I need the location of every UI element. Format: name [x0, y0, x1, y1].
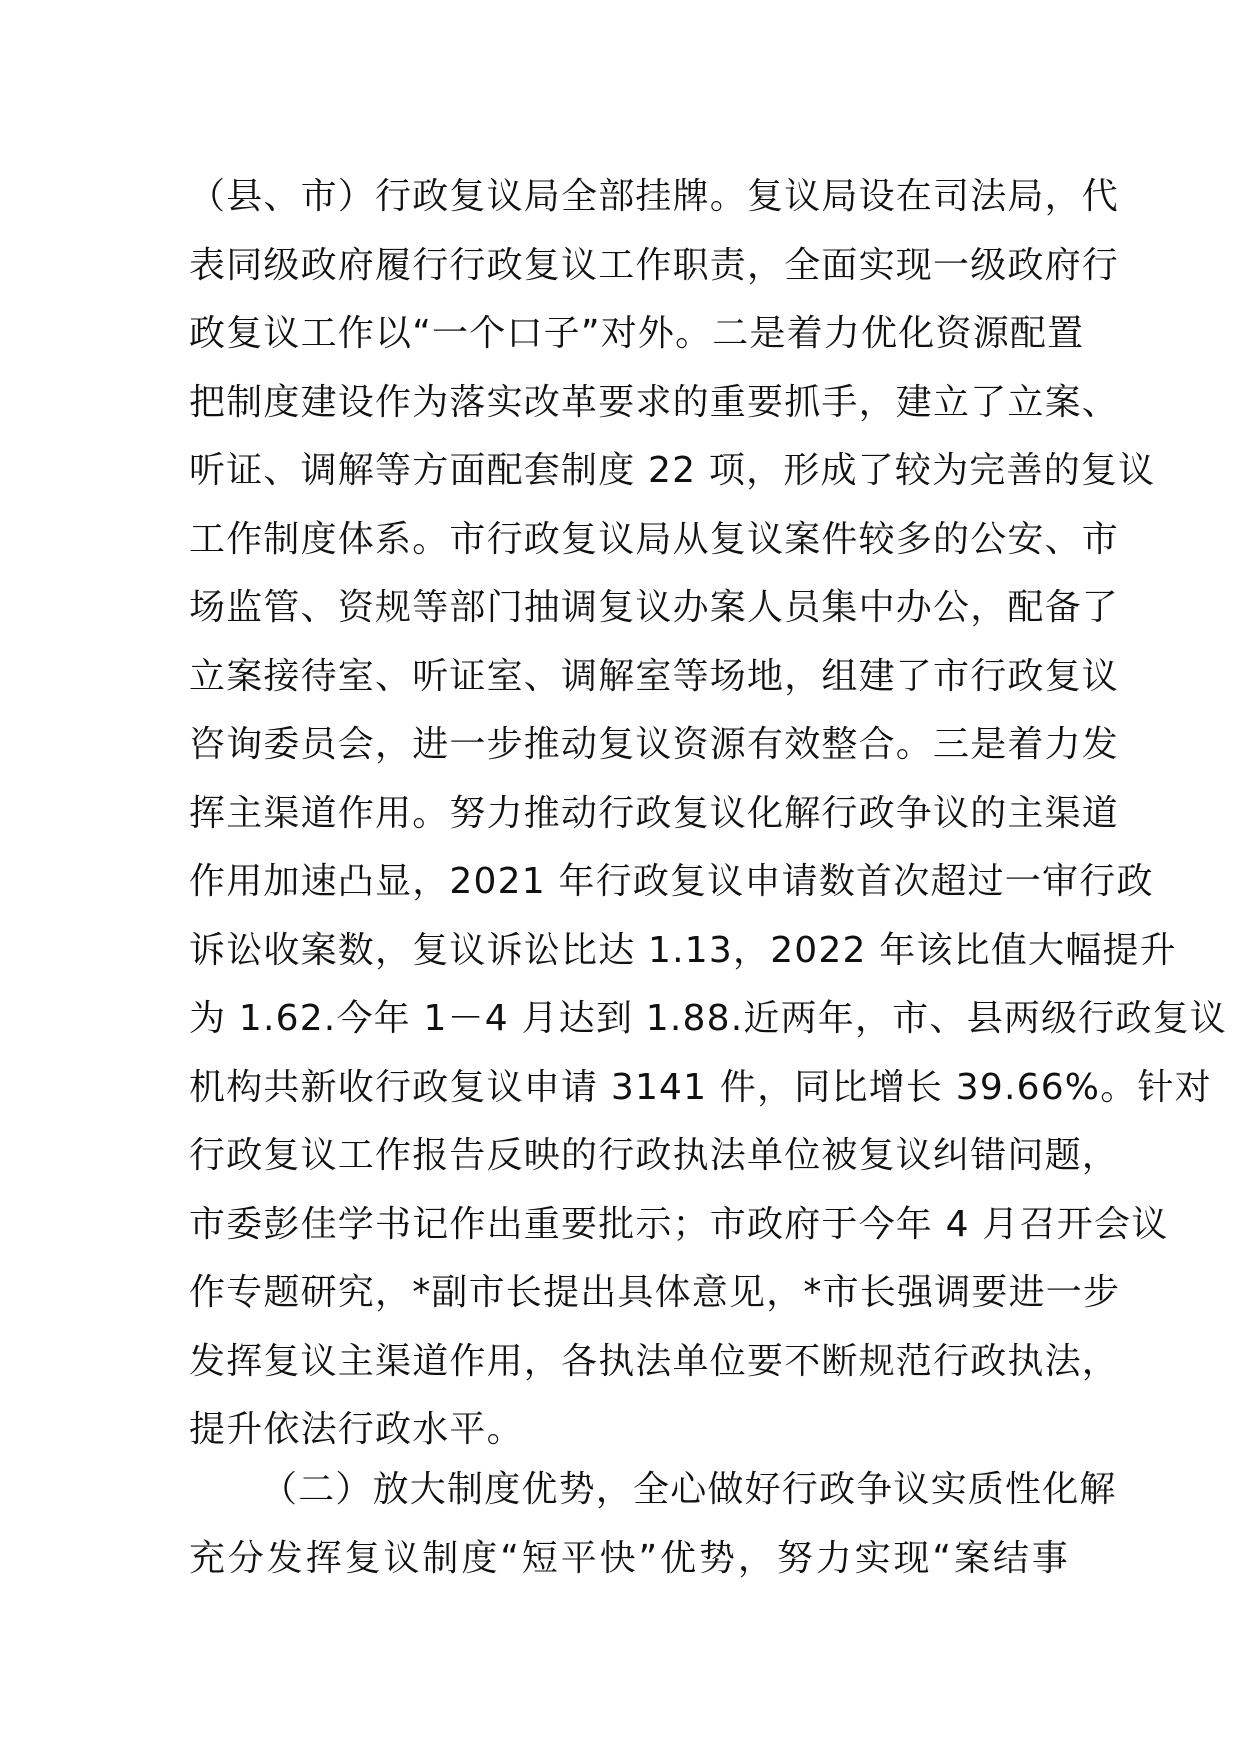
text-line: 诉讼收案数，复议诉讼比达 1.13，2022 年该比值大幅提升: [189, 929, 1177, 971]
paragraph-body: [189, 163, 1227, 1465]
text-line: 为 1.62.今年 1－4 月达到 1.88.近两年，市、县两级行政复议: [189, 998, 1227, 1039]
text-line: 机构共新收行政复议申请 3141 件，同比增长 39.66%。针对: [189, 1066, 1212, 1108]
text-line: 工作制度体系。市行政复议局从复议案件较多的公安、市: [189, 518, 1120, 560]
text-line: （县、市）行政复议局全部挂牌。复议局设在司法局，代: [189, 176, 1120, 217]
text-line: 挥主渠道作用。努力推动行政复议化解行政争议的主渠道: [189, 792, 1120, 834]
text-line: 咨询委员会，进一步推动复议资源有效整合。三是着力发: [189, 724, 1120, 765]
text-line: 场监管、资规等部门抽调复议办案人员集中办公，配备了: [189, 587, 1120, 628]
text-line: 表同级政府履行行政复议工作职责，全面实现一级政府行: [189, 244, 1120, 286]
text-line: 把制度建设作为落实改革要求的重要抓手，建立了立案、: [189, 381, 1120, 423]
text-line: 立案接待室、听证室、调解室等场地，组建了市行政复议: [189, 655, 1120, 697]
text-line: 充分发挥复议制度“短平快”优势，努力实现“案结事: [189, 1537, 1069, 1579]
section-heading-line: （二）放大制度优势，全心做好行政争议实质性化解: [261, 1469, 1117, 1510]
text-line: 作用加速凸显，2021 年行政复议申请数首次超过一审行政: [189, 861, 1154, 902]
text-line: 提升依法行政水平。: [189, 1409, 524, 1450]
text-line: 政复议工作以“一个口子”对外。二是着力优化资源配置: [189, 313, 1085, 354]
paragraph-section-heading: [189, 1456, 1117, 1593]
text-line: 行政复议工作报告反映的行政执法单位被复议纠错问题，: [189, 1135, 1120, 1176]
text-line: 发挥复议主渠道作用，各执法单位要不断规范行政执法，: [189, 1340, 1120, 1382]
text-line: 作专题研究，*副市长提出具体意见，*市长强调要进一步: [189, 1272, 1121, 1313]
text-line: 听证、调解等方面配套制度 22 项，形成了较为完善的复议: [189, 450, 1156, 491]
text-line: 市委彭佳学书记作出重要批示；市政府于今年 4 月召开会议: [189, 1203, 1169, 1245]
